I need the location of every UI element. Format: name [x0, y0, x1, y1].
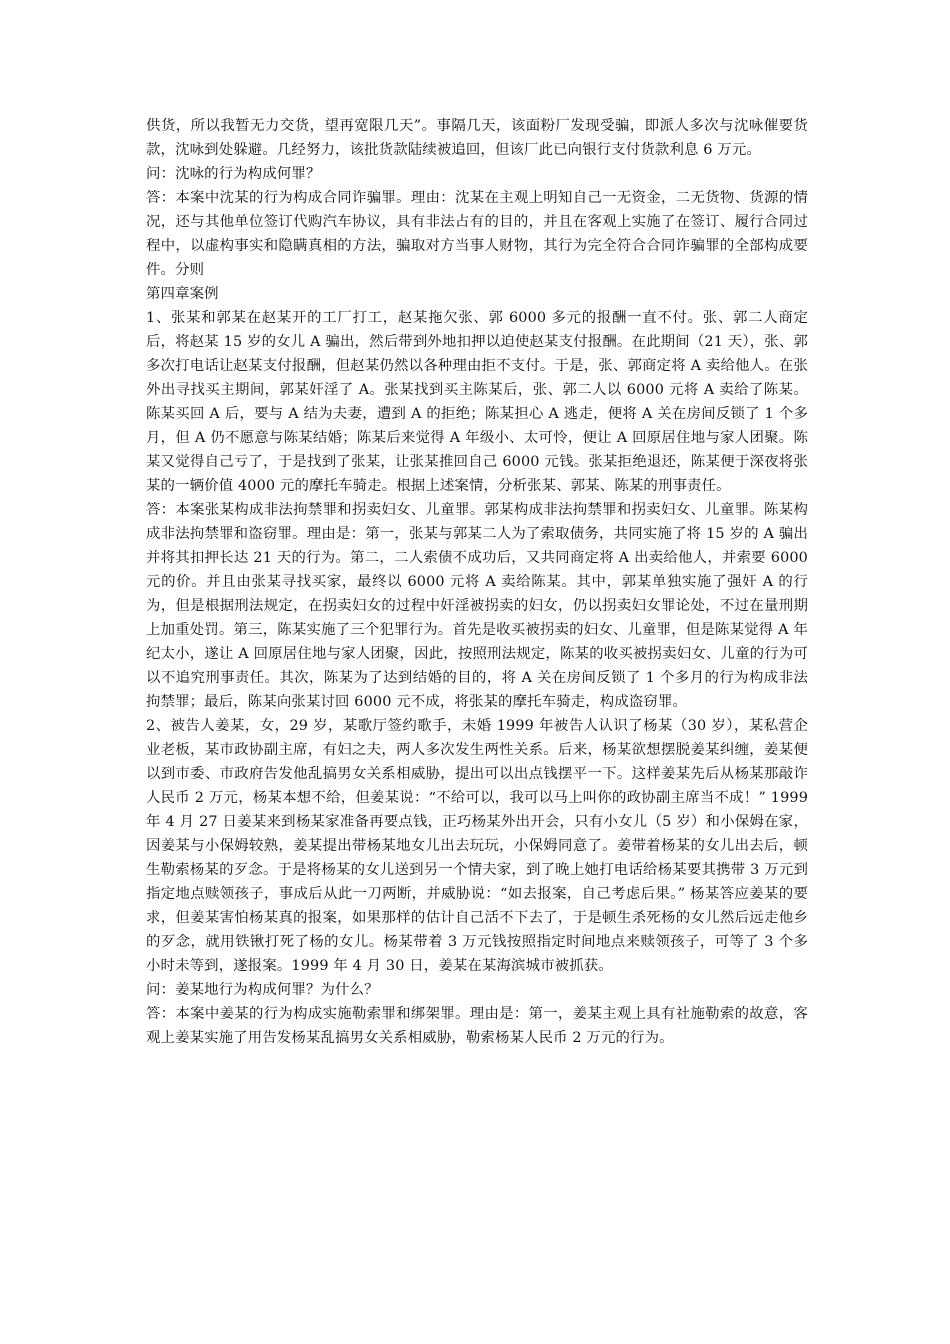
case-1-description: 1、张某和郭某在赵某开的工厂打工，赵某拖欠张、郭 6000 多元的报酬一直不付。张、郭二人商定后，将赵某 15 岁的女儿 A 骗出，然后带到外地扣押以迫使赵某支付报酬。在此期间（21 天），张、郭多次打电话让赵某支付报酬，但赵某仍然以各种理由拒不支付。于是，张、郭商定将 A 卖给他人。在张外出寻找买主期间，郭某奸淫了 A。张某找到买主陈某后，张、郭二人以 6000 元将 A 卖给了陈某。陈某买回 A 后，要与 A 结为夫妻，遭到 A 的拒绝；陈某担心 A 逃走，便将 A 关在房间反锁了 1 个多月，但 A 仍不愿意与陈某结婚；陈某后来觉得 A 年级小、太可怜，便让 A 回原居住地与家人团聚。陈某又觉得自己亏了，于是找到了张某，让张某推回自己 6000 元钱。张某拒绝退还，陈某便于深夜将张某的一辆价值 4000 元的摩托车骑走。根据上述案情，分析张某、郭某、陈某的刑事责任。 [146, 310, 808, 494]
case-1-answer: 答：本案张某构成非法拘禁罪和拐卖妇女、儿童罪。郭某构成非法拘禁罪和拐卖妇女、儿童罪。陈某构成非法拘禁罪和盗窃罪。理由是：第一，张某与郭某二人为了索取债务，共同实施了将 15 岁的 A 骗出并将其扣押长达 21 天的行为。第二，二人索债不成功后，又共同商定将 A 出卖给他人，并索要 6000 元的价。并且由张某寻找买家，最终以 6000 元将 A 卖给陈某。其中，郭某单独实施了强奸 A 的行为，但是根据刑法规定，在拐卖妇女的过程中奸淫被拐卖的妇女，仍以拐卖妇女罪论处，不过在量刑期上加重处罚。第三，陈某实施了三个犯罪行为。首先是收买被拐卖的妇女、儿童罪，但是陈某觉得 A 年纪太小，遂让 A 回原居住地与家人团聚，因此，按照刑法规定，陈某的收买被拐卖妇女、儿童的行为可以不追究刑事责任。其次，陈某为了达到结婚的目的，将 A 关在房间反锁了 1 个多月的行为构成非法拘禁罪；最后，陈某向张某讨回 6000 元不成，将张某的摩托车骑走，构成盗窃罪。 [146, 502, 808, 710]
case-2-description: 2、被告人姜某，女，29 岁，某歌厅签约歌手，未婚 1999 年被告人认识了杨某（30 岁），某私营企业老板，某市政协副主席，有妇之夫，两人多次发生两性关系。后来，杨某欲想摆脱姜某纠缠，姜某便以到市委、市政府告发他乱搞男女关系相威胁，提出可以出点钱摆平一下。这样姜某先后从杨某那敲诈人民币 2 万元，杨某本想不给，但姜某说：“不给可以，我可以马上叫你的政协副主席当不成！” 1999 年 4 月 27 日姜某来到杨某家准备再要点钱，正巧杨某外出开会，只有小女儿（5 岁）和小保姆在家，因姜某与小保姆较熟，姜某提出带杨某地女儿出去玩玩，小保姆同意了。姜带着杨某的女儿出去后，顿生勒索杨某的歹念。于是将杨某的女儿送到另一个情夫家，到了晚上她打电话给杨某要其携带 3 万元到指定地点赎领孩子，事成后从此一刀两断，并威胁说：“如去报案，自己考虑后果。” 杨某答应姜某的要求，但姜某害怕杨某真的报案，如果那样的估计自己活不下去了，于是顿生杀死杨的女儿然后远走他乡的歹念，就用铁锹打死了杨的女儿。杨某带着 3 万元钱按照指定时间地点来赎领孩子，可等了 3 个多小时未等到，遂报案。1999 年 4 月 30 日，姜某在某海滨城市被抓获。 [146, 718, 808, 974]
case-2-question: 问：姜某地行为构成何罪？为什么？ [146, 982, 379, 998]
question-shen-yong: 问：沈咏的行为构成何罪？ [146, 166, 321, 182]
case-2-answer: 答：本案中姜某的行为构成实施勒索罪和绑架罪。理由是：第一，姜某主观上具有社施勒索的故意，客观上姜某实施了用告发杨某乱搞男女关系相威胁，勒索杨某人民币 2 万元的行为。 [146, 1006, 808, 1046]
paragraph-intro-continuation: 供货，所以我暂无力交货，望再宽限几天”。事隔几天，该面粉厂发现受骗，即派人多次与沈咏催要货款，沈咏到处躲避。几经努力，该批货款陆续被追回，但该厂此已向银行支付货款利息 6 万元。 [146, 118, 808, 158]
document-page [146, 114, 808, 1050]
answer-shen-yong: 答：本案中沈某的行为构成合同诈骗罪。理由：沈某在主观上明知自己一无资金，二无货物、货源的情况，还与其他单位签订代购汽车协议，具有非法占有的目的，并且在客观上实施了在签订、履行合同过程中，以虚构事实和隐瞒真相的方法，骗取对方当事人财物，其行为完全符合合同诈骗罪的全部构成要件。分则 [146, 190, 808, 278]
chapter-heading: 第四章案例 [146, 286, 219, 302]
